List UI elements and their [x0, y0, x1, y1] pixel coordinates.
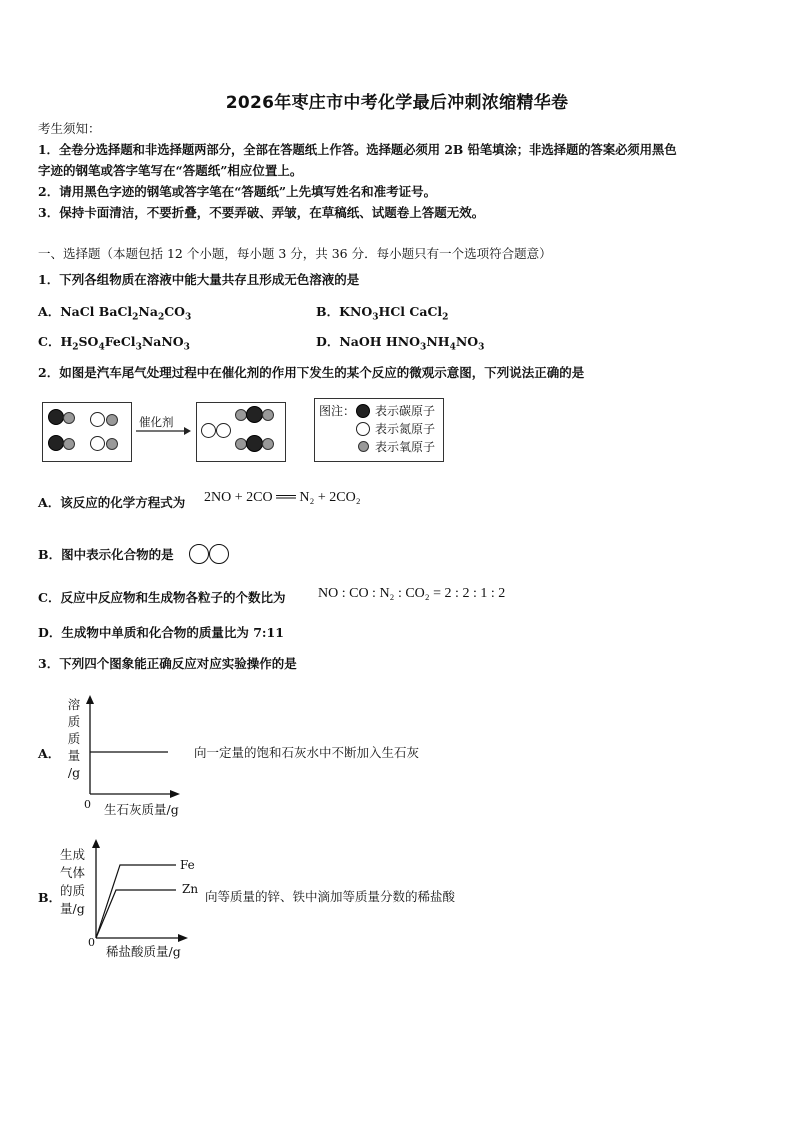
oxygen-atom — [63, 438, 75, 450]
section-heading: 一、选择题（本题包括 12 个小题，每小题 3 分，共 36 分．每小题只有一个选项符合题意） — [38, 246, 552, 261]
q2-stem: 2．如图是汽车尾气处理过程中在催化剂的作用下发生的某个反应的微观示意图，下列说法正确的是 — [38, 365, 585, 380]
product-box — [196, 402, 286, 462]
q3-b-zn-line — [96, 890, 176, 938]
catalyst-label: 催化剂 — [139, 415, 174, 429]
carbon-atom — [48, 435, 64, 451]
q3-a-origin: 0 — [84, 798, 91, 811]
q3-a-ylabel — [67, 696, 81, 781]
q1-option-c-formula: $H_2SO_4FeCl_3NaNO_3$ — [60, 334, 190, 353]
q3-a-description: 向一定量的饱和石灰水中不断加入生石灰 — [194, 745, 420, 760]
nitrogen-atom — [90, 436, 105, 451]
q1-option-c-label: C． — [38, 334, 61, 349]
oxygen-atom — [106, 438, 118, 450]
q3-a-ylabel-char: 质 — [67, 731, 81, 746]
reactant-box — [42, 402, 132, 462]
q1-option-a — [38, 303, 191, 327]
legend-nitrogen: 表示氮原子 — [375, 422, 436, 436]
carbon-atom — [246, 435, 263, 452]
q3-stem: 3．下列四个图象能正确反应对应实验操作的是 — [38, 656, 297, 671]
q3-b-xlabel: 稀盐酸质量/g — [106, 944, 181, 959]
y-axis-arrow-icon — [92, 839, 100, 848]
q1-option-a-formula: NaCl $BaCl_2Na_2CO_3$ — [60, 304, 192, 323]
q2-option-b-text: B．图中表示化合物的是 — [38, 547, 174, 562]
q2-option-c-ratio: NO : CO : N₂ : CO₂ = 2 : 2 : 1 : 2 — [318, 586, 506, 601]
q3-option-a-label: A． — [38, 746, 61, 761]
carbon-atom — [246, 406, 263, 423]
q3-b-zn-label: Zn — [182, 882, 199, 896]
oxygen-atom — [262, 409, 274, 421]
x-axis-arrow-icon — [178, 934, 188, 942]
q1-option-a-label: A． — [38, 304, 61, 319]
nitrogen-atom-icon — [209, 544, 229, 564]
q3-b-ylabel-line: 量/g — [60, 901, 85, 916]
legend-oxygen: 表示氧原子 — [375, 440, 436, 454]
q3-b-origin: 0 — [88, 936, 95, 949]
legend-box — [314, 398, 444, 462]
nitrogen-atom — [90, 412, 105, 427]
q3-a-ylabel-char: /g — [67, 765, 81, 780]
nitrogen-atom — [201, 423, 216, 438]
nitrogen-atom-legend-icon — [356, 422, 370, 436]
q3-b-description: 向等质量的锌、铁中滴加等质量分数的稀盐酸 — [205, 889, 456, 904]
notice-item-2: 2．请用黑色字迹的钢笔或答字笔在“答题纸”上先填写姓名和准考证号。 — [38, 184, 437, 199]
legend-title: 图注： — [319, 404, 356, 418]
q3-option-b-label: B． — [38, 890, 62, 905]
q1-option-b — [316, 303, 448, 327]
y-axis-arrow-icon — [86, 695, 94, 704]
notice-item-1-cont: 字迹的钢笔或答字笔写在“答题纸”相应位置上。 — [38, 163, 303, 178]
x-axis-arrow-icon — [170, 790, 180, 798]
q3-a-graph — [84, 694, 184, 798]
q1-option-d-label: D． — [316, 334, 340, 349]
q3-a-ylabel-char: 量 — [67, 748, 81, 763]
notice-item-1: 1．全卷分选择题和非选择题两部分，全部在答题纸上作答。选择题必须用 2B 铅笔填涂；非选择题的答案必须用黑色 — [38, 142, 677, 157]
nitrogen-atom-icon — [189, 544, 209, 564]
q1-stem: 1．下列各组物质在溶液中能大量共存且形成无色溶液的是 — [38, 272, 360, 287]
q3-b-ylabel-line: 的质 — [60, 883, 86, 898]
q3-b-ylabel-line: 生成 — [60, 847, 86, 862]
legend-carbon: 表示碳原子 — [375, 404, 436, 418]
nitrogen-atom — [216, 423, 231, 438]
q1-option-d — [316, 333, 484, 357]
q2-option-d-text: D．生成物中单质和化合物的质量比为 7:11 — [38, 625, 284, 640]
q1-option-c — [38, 333, 190, 357]
q3-a-ylabel-char: 质 — [67, 714, 81, 729]
oxygen-atom — [63, 412, 75, 424]
q3-b-fe-line — [96, 865, 176, 938]
notice-item-3: 3．保持卡面清洁，不要折叠，不要弄破、弄皱，在草稿纸、试题卷上答题无效。 — [38, 205, 485, 220]
q3-a-xlabel: 生石灰质量/g — [104, 802, 179, 817]
q2-option-c-text: C．反应中反应物和生成物各粒子的个数比为 — [38, 590, 286, 605]
q3-b-ylabel — [60, 846, 94, 918]
carbon-atom-legend-icon — [356, 404, 370, 418]
q2-option-a-text: A．该反应的化学方程式为 — [38, 495, 186, 510]
q1-option-d-formula: NaOH $HNO_3NH_4NO_3$ — [339, 334, 485, 353]
oxygen-atom — [106, 414, 118, 426]
oxygen-atom-legend-icon — [358, 441, 369, 452]
q3-b-ylabel-line: 气体 — [60, 865, 86, 880]
q1-option-b-label: B． — [316, 304, 340, 319]
q3-a-ylabel-char: 溶 — [67, 697, 81, 712]
q3-b-graph — [90, 838, 194, 944]
q2-option-a-equation: 2NO + 2CO ══ N₂ + 2CO₂ — [204, 490, 361, 505]
reaction-arrow-icon — [134, 426, 192, 436]
notice-heading: 考生须知： — [38, 121, 101, 136]
q1-option-b-formula: $KNO_3HCl$ CaCl$_2$ — [339, 304, 449, 323]
q3-b-fe-label: Fe — [180, 858, 195, 872]
oxygen-atom — [262, 438, 274, 450]
page-title: 2026年枣庄市中考化学最后冲刺浓缩精华卷 — [225, 93, 569, 113]
carbon-atom — [48, 409, 64, 425]
